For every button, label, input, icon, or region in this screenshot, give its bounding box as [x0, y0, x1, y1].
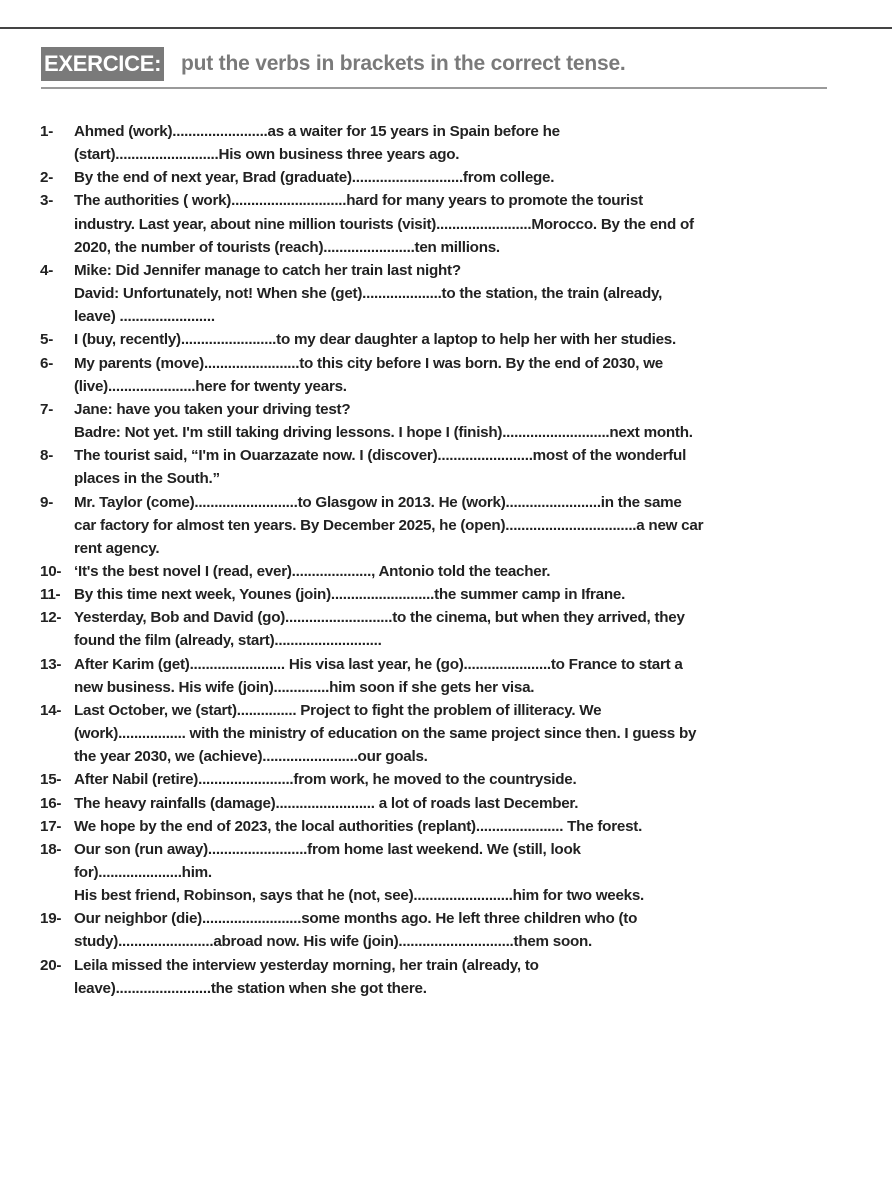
exercise-item: [40, 352, 840, 398]
exercise-item: [40, 792, 840, 815]
item-number: 6-: [40, 354, 54, 372]
item-line: for).....................him.: [74, 864, 212, 881]
item-line: study)........................abroad now. His wife (join).............................them soon.: [74, 933, 593, 951]
exercise-item: [40, 653, 840, 699]
item-line: leave)........................the station when she got there.: [74, 979, 427, 997]
exercise-instruction: put the verbs in brackets in the correct tense.: [181, 52, 626, 75]
item-line: Jane: have you taken your driving test?: [74, 400, 351, 418]
exercise-item: [40, 815, 840, 838]
item-line: Mike: Did Jennifer manage to catch her train last night?: [74, 261, 461, 279]
exercise-item: [40, 838, 840, 907]
item-text: [74, 328, 840, 351]
item-line: I (buy, recently)........................to my dear daughter a laptop to help her with her studies.: [74, 331, 676, 349]
item-line: The tourist said, “I'm in Ouarzazate now. I (discover)........................most of the wonderful: [74, 447, 687, 465]
item-line: Ahmed (work)........................as a waiter for 15 years in Spain before he: [74, 123, 560, 140]
item-line: the year 2030, we (achieve)........................our goals.: [74, 748, 428, 766]
item-number: 9-: [40, 493, 54, 511]
exercise-item: [40, 398, 840, 444]
item-line: Yesterday, Bob and David (go)...........................to the cinema, but when they arrived, they: [74, 609, 685, 627]
item-number: 4-: [40, 261, 54, 279]
item-line: Leila missed the interview yesterday morning, her train (already, to: [74, 956, 539, 974]
item-number: 5-: [40, 331, 54, 349]
exercise-item: [40, 560, 840, 583]
item-line: By this time next week, Younes (join)..........................the summer camp in Ifrane.: [74, 586, 626, 604]
item-line: places in the South.”: [74, 470, 220, 488]
item-line: We hope by the end of 2023, the local authorities (replant)...................... The forest.: [74, 817, 643, 835]
exercise-item: [40, 954, 840, 1000]
item-line: (live)......................here for twenty years.: [74, 377, 347, 395]
item-text: [74, 699, 840, 768]
item-number: 1-: [40, 123, 54, 140]
item-line: ‘It's the best novel I (read, ever)...................., Antonio told the teacher.: [74, 562, 551, 580]
exercise-item: [40, 907, 840, 953]
item-number: 15-: [40, 771, 62, 789]
item-line: After Karim (get)........................ His visa last year, he (go)......................to France to start a: [74, 655, 683, 673]
item-number: 19-: [40, 910, 62, 928]
item-number: 18-: [40, 840, 62, 858]
exercise-item: [40, 583, 840, 606]
item-text: [74, 491, 840, 560]
item-text: [74, 583, 840, 606]
exercise-item: [40, 699, 840, 768]
item-line: Last October, we (start)............... Project to fight the problem of illiteracy. We: [74, 701, 602, 719]
exercise-item: [40, 189, 840, 258]
exercise-header: [41, 47, 827, 89]
item-line: By the end of next year, Brad (graduate)............................from college.: [74, 169, 555, 187]
item-line: Mr. Taylor (come)..........................to Glasgow in 2013. He (work)........................in the same: [74, 493, 682, 511]
exercise-item: [40, 444, 840, 490]
item-text: [74, 560, 840, 583]
exercise-item: [40, 120, 840, 166]
item-text: [74, 907, 840, 953]
item-number: 11-: [40, 586, 61, 604]
item-text: [74, 792, 840, 815]
item-line: rent agency.: [74, 539, 160, 557]
item-number: 16-: [40, 794, 62, 812]
item-number: 2-: [40, 169, 54, 187]
item-line: (work)................. with the ministry of education on the same project since then. I guess by: [74, 725, 697, 743]
item-text: [74, 120, 840, 166]
item-text: [74, 606, 840, 652]
item-text: [74, 259, 840, 328]
item-line: industry. Last year, about nine million tourists (visit)........................Morocco. By the end of: [74, 215, 694, 233]
exercise-list: [40, 120, 840, 1000]
item-line: new business. His wife (join)..............him soon if she gets her visa.: [74, 678, 535, 696]
item-number: 12-: [40, 609, 62, 627]
exercise-item: [40, 491, 840, 560]
item-number: 8-: [40, 447, 54, 465]
item-line: The authorities ( work).............................hard for many years to promote the tourist: [74, 192, 643, 210]
item-number: 13-: [40, 655, 62, 673]
item-number: 14-: [40, 701, 62, 719]
item-number: 17-: [40, 817, 62, 835]
item-text: [74, 653, 840, 699]
item-text: [74, 768, 840, 791]
item-line: Badre: Not yet. I'm still taking driving lessons. I hope I (finish)...........................next month.: [74, 424, 693, 442]
item-text: [74, 398, 840, 444]
exercise-label: EXERCICE:: [41, 47, 164, 81]
item-line: (start)..........................His own business three years ago.: [74, 146, 460, 164]
item-line: My parents (move)........................to this city before I was born. By the end of 2030, we: [74, 354, 663, 372]
item-line: Our neighbor (die).........................some months ago. He left three children who (to: [74, 910, 638, 928]
item-text: [74, 189, 840, 258]
item-line: 2020, the number of tourists (reach).......................ten millions.: [74, 238, 500, 256]
item-line: David: Unfortunately, not! When she (get)....................to the station, the train (already,: [74, 285, 663, 303]
item-line: leave) ........................: [74, 308, 215, 326]
item-text: [74, 815, 840, 838]
item-text: [74, 166, 840, 189]
exercise-item: [40, 328, 840, 351]
item-text: [74, 954, 840, 1000]
item-number: 10-: [40, 562, 62, 580]
item-line: After Nabil (retire)........................from work, he moved to the countryside.: [74, 771, 577, 789]
item-line: His best friend, Robinson, says that he (not, see).........................him for two weeks.: [74, 887, 645, 905]
item-line: Our son (run away).........................from home last weekend. We (still, look: [74, 840, 581, 858]
item-text: [74, 444, 840, 490]
exercise-item: [40, 259, 840, 328]
exercise-item: [40, 166, 840, 189]
item-text: [74, 352, 840, 398]
item-line: found the film (already, start)...........................: [74, 632, 382, 650]
exercise-item: [40, 606, 840, 652]
item-line: car factory for almost ten years. By December 2025, he (open).................................a new car: [74, 516, 704, 534]
item-number: 20-: [40, 956, 62, 974]
page-top-border: [0, 27, 892, 29]
item-line: The heavy rainfalls (damage)......................... a lot of roads last December.: [74, 794, 579, 812]
item-text: [74, 838, 840, 907]
exercise-item: [40, 768, 840, 791]
item-number: 7-: [40, 400, 54, 418]
item-number: 3-: [40, 192, 54, 210]
